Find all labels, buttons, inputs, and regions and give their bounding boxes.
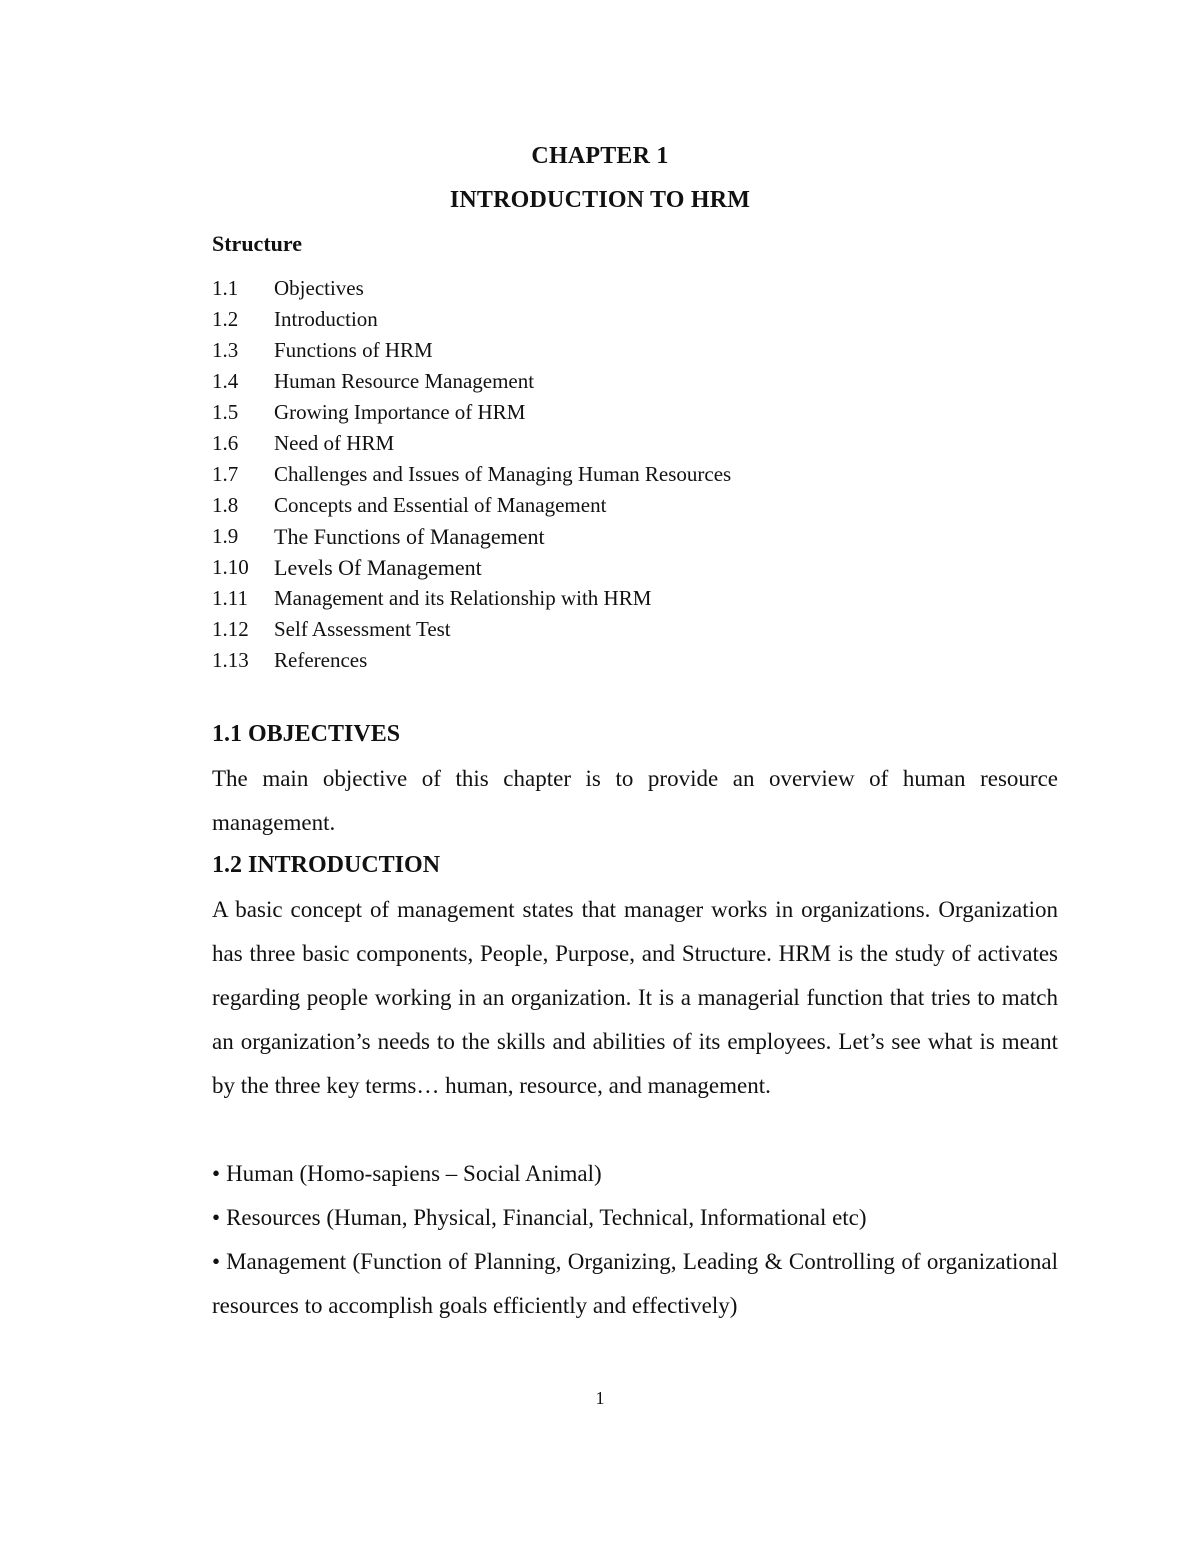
toc-item [212,555,912,586]
bullet-icon: • [212,1161,221,1186]
toc-item-title: Levels Of Management [274,555,482,580]
toc-item-title: Need of HRM [274,431,395,455]
table-of-contents [212,276,912,679]
toc-item-number: 1.3 [212,338,239,362]
toc-item-title: Objectives [274,276,364,300]
toc-item [212,617,912,648]
toc-item [212,431,912,462]
bullet-text: Resources (Human, Physical, Financial, Technical, Informational etc) [226,1205,867,1230]
toc-item-title: Functions of HRM [274,338,433,362]
objectives-paragraph: The main objective of this chapter is to provide an overview of human resource management. [212,766,1058,835]
toc-item-number: 1.1 [212,276,239,300]
structure-heading: Structure [212,231,303,256]
chapter-title: INTRODUCTION TO HRM [449,187,751,213]
toc-item [212,338,912,369]
chapter-label: CHAPTER 1 [531,143,669,169]
toc-item-title: Concepts and Essential of Management [274,493,607,517]
toc-item [212,648,912,679]
introduction-heading: 1.2 INTRODUCTION [212,852,441,878]
toc-item [212,524,912,555]
toc-item-title: The Functions of Management [274,524,545,549]
toc-item-title: Management and its Relationship with HRM [274,586,652,610]
toc-item-number: 1.4 [212,369,239,393]
objectives-heading: 1.1 OBJECTIVES [212,721,401,747]
toc-item-number: 1.12 [212,617,249,641]
bullet-text: Management (Function of Planning, Organizing, Leading & Controlling of organizational resources to accomplish goals efficiently and effectively) [212,1249,1058,1318]
bullet-icon: • [212,1249,221,1274]
introduction-paragraph: A basic concept of management states that manager works in organizations. Organization has three basic components, People, Purpose, and Structure. HRM is the study of activates regarding people working in an organization. It is a managerial function that tries to match an organization’s needs to the skills and abilities of its employees. Let’s see what is meant by the three key terms… human, resource, and management. [212,897,1058,1098]
toc-item [212,493,912,524]
toc-item-title: Self Assessment Test [274,617,451,641]
bullet-item [212,1240,1058,1328]
toc-item-number: 1.8 [212,493,239,517]
bullet-text: Human (Homo-sapiens – Social Animal) [226,1161,602,1186]
bullet-item [212,1152,1058,1196]
bullet-icon: • [212,1205,221,1230]
toc-item [212,400,912,431]
toc-item-number: 1.9 [212,524,239,548]
toc-item-number: 1.7 [212,462,239,486]
toc-item-title: Introduction [274,307,378,331]
toc-item-title: References [274,648,368,672]
toc-item [212,307,912,338]
toc-item-title: Growing Importance of HRM [274,400,526,424]
toc-item [212,462,912,493]
toc-item-title: Challenges and Issues of Managing Human Resources [274,462,732,486]
toc-item-number: 1.2 [212,307,239,331]
toc-item-number: 1.5 [212,400,239,424]
toc-item-number: 1.6 [212,431,239,455]
toc-item [212,586,912,617]
page-number: 1 [595,1388,605,1408]
toc-item [212,369,912,400]
toc-item-number: 1.11 [212,586,248,610]
toc-item [212,276,912,307]
toc-item-number: 1.13 [212,648,249,672]
toc-item-title: Human Resource Management [274,369,535,393]
bullet-item [212,1196,1058,1240]
toc-item-number: 1.10 [212,555,249,579]
